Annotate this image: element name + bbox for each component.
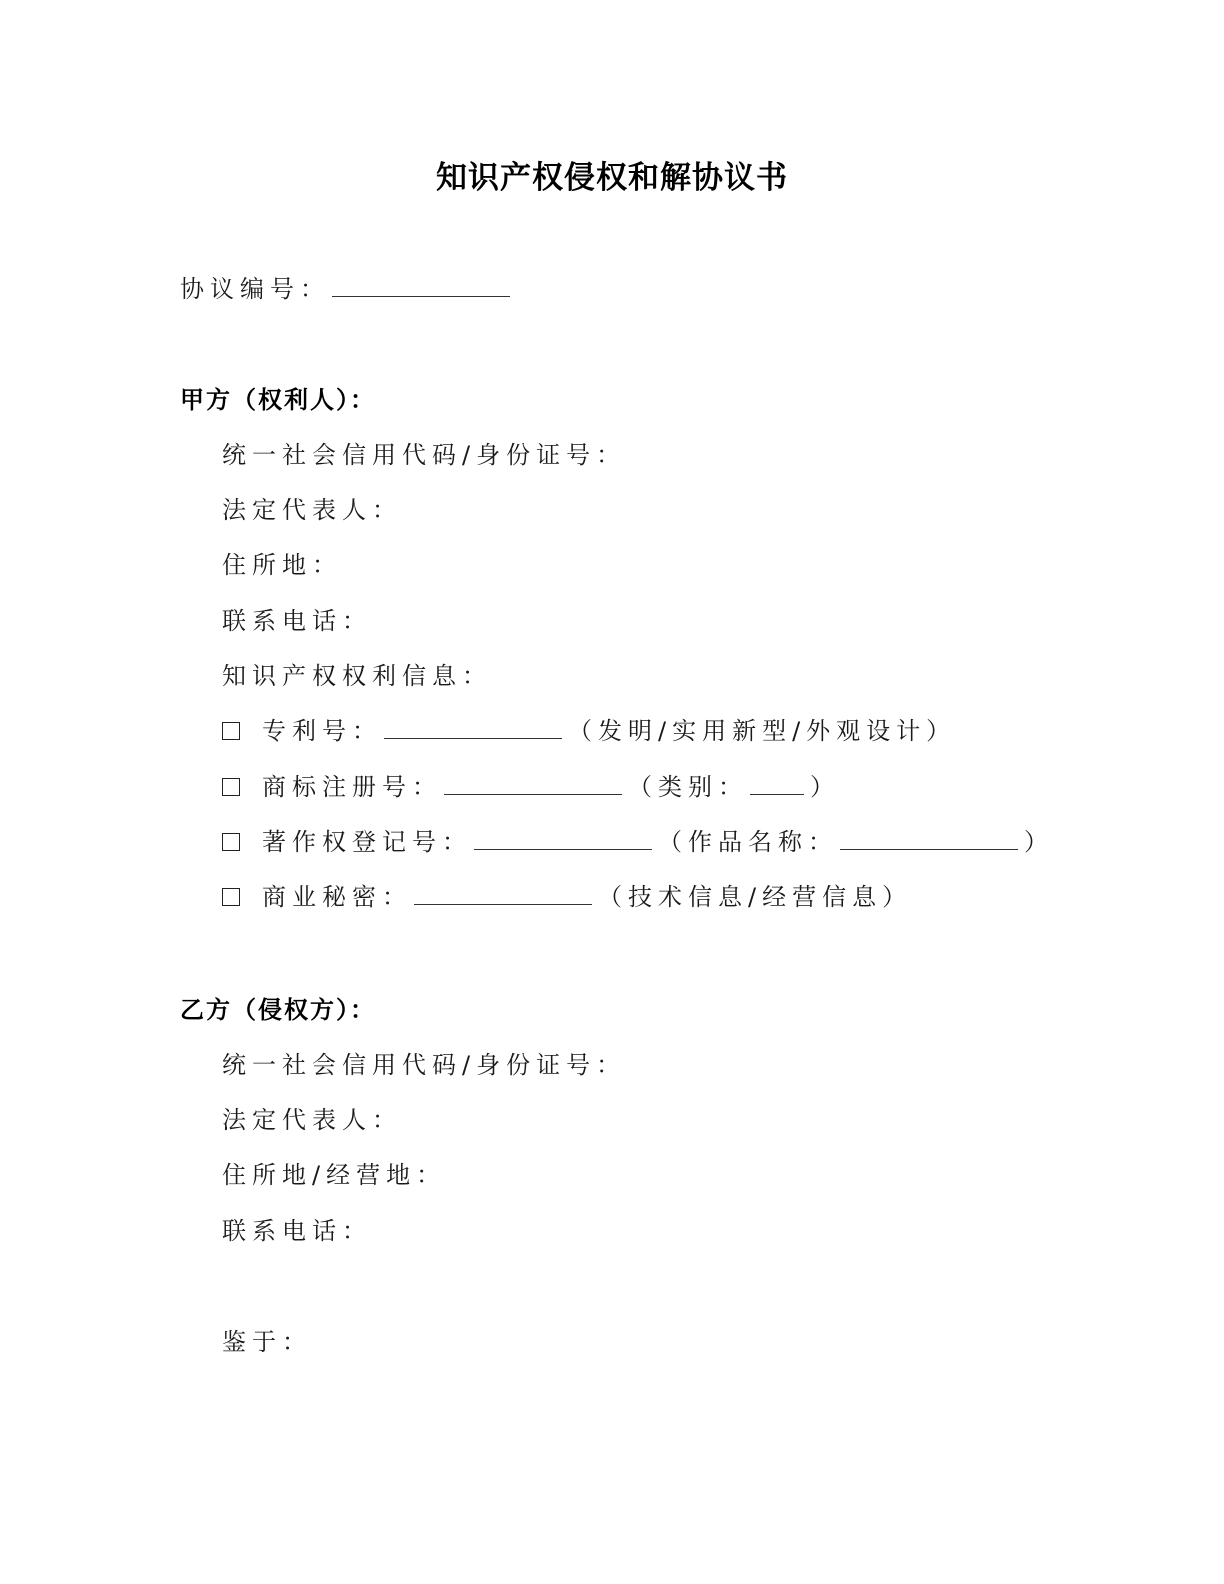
party-b-phone-row — [222, 1214, 372, 1248]
patent-checkbox[interactable] — [222, 722, 240, 740]
ip-option-copyright — [222, 825, 1054, 859]
work-name-suffix: ） — [1024, 828, 1054, 856]
ip-option-trademark — [222, 770, 840, 804]
party-a-phone-row — [222, 604, 372, 638]
trademark-class-suffix: ） — [810, 773, 840, 801]
trade-secret-type-note: （技术信息/经营信息） — [598, 883, 913, 911]
party-a-credit-code-row — [222, 438, 626, 472]
party-b-address-row — [222, 1158, 446, 1192]
party-b-legal-rep-row — [222, 1103, 402, 1137]
work-name-field[interactable] — [840, 827, 1018, 850]
whereas-label: 鉴于： — [222, 1328, 312, 1356]
party-a-phone-label: 联系电话： — [222, 607, 372, 635]
trademark-number-field[interactable] — [444, 772, 622, 795]
party-a-legal-rep-row — [222, 493, 402, 527]
copyright-label: 著作权登记号： — [262, 828, 472, 856]
trademark-label: 商标注册号： — [262, 773, 442, 801]
patent-label: 专利号： — [262, 717, 382, 745]
party-a-ip-info-label: 知识产权权利信息： — [222, 662, 492, 690]
party-a-address-row — [222, 548, 342, 582]
trademark-class-prefix: （类别： — [628, 773, 748, 801]
patent-type-note: （发明/实用新型/外观设计） — [568, 717, 957, 745]
party-a-address-label: 住所地： — [222, 551, 342, 579]
party-b-address-label: 住所地/经营地： — [222, 1161, 447, 1189]
party-b-credit-code-label: 统一社会信用代码/身份证号： — [222, 1051, 627, 1079]
work-name-prefix: （作品名称： — [658, 828, 838, 856]
party-b-heading: 乙方（侵权方）： — [180, 996, 376, 1024]
agreement-number-row — [180, 272, 516, 306]
trade-secret-label: 商业秘密： — [262, 883, 412, 911]
party-a-legal-rep-label: 法定代表人： — [222, 496, 402, 524]
agreement-number-label: 协议编号： — [180, 275, 330, 303]
party-a-heading: 甲方（权利人）： — [180, 386, 376, 414]
copyright-number-field[interactable] — [474, 827, 652, 850]
party-a-ip-info-row — [222, 659, 492, 693]
party-b-phone-label: 联系电话： — [222, 1217, 372, 1245]
party-b-legal-rep-label: 法定代表人： — [222, 1106, 402, 1134]
document-title: 知识产权侵权和解协议书 — [436, 160, 788, 196]
agreement-number-field[interactable] — [332, 274, 510, 297]
trade-secret-field[interactable] — [414, 882, 592, 905]
party-b-credit-code-row — [222, 1048, 626, 1082]
trademark-class-field[interactable] — [750, 772, 804, 795]
party-a-credit-code-label: 统一社会信用代码/身份证号： — [222, 441, 627, 469]
trade-secret-checkbox[interactable] — [222, 888, 240, 906]
patent-number-field[interactable] — [384, 716, 562, 739]
copyright-checkbox[interactable] — [222, 833, 240, 851]
trademark-checkbox[interactable] — [222, 778, 240, 796]
ip-option-trade-secret — [222, 880, 912, 914]
ip-option-patent — [222, 714, 956, 748]
